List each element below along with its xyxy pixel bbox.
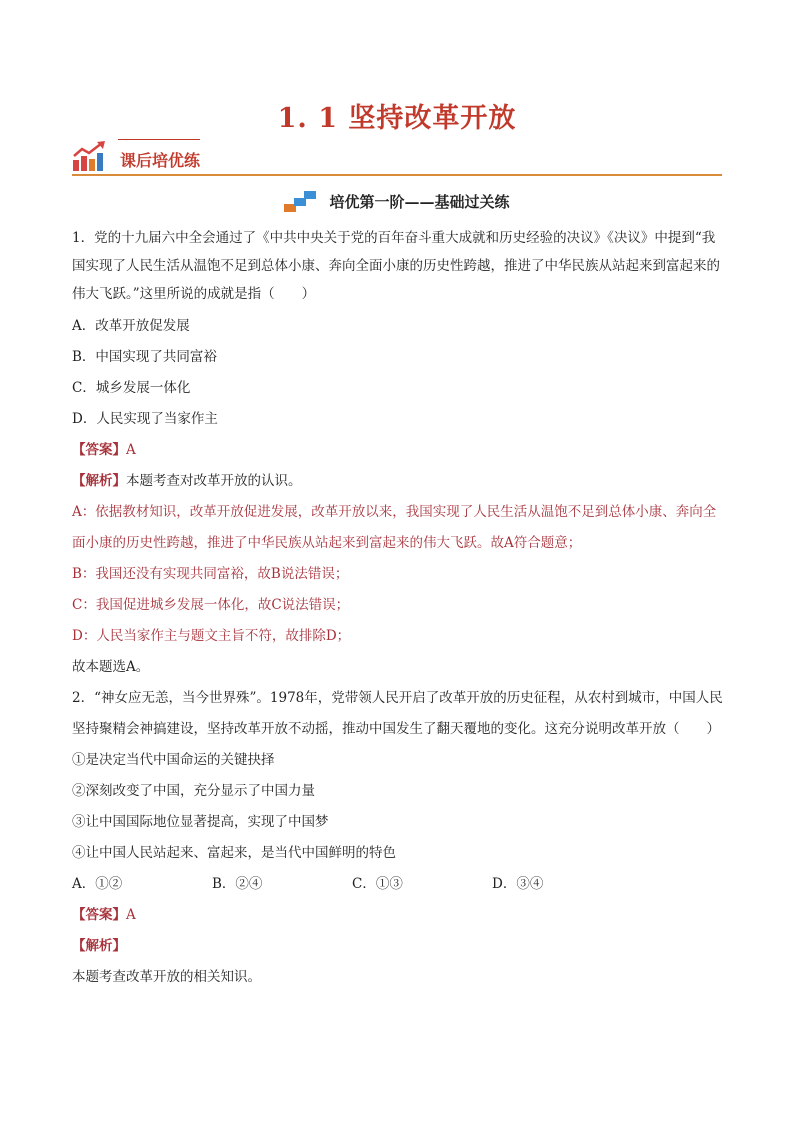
question-1-option-c: C．城乡发展一体化 (72, 380, 191, 396)
section-label: 课后培优练 (120, 151, 201, 170)
question-content (72, 224, 726, 993)
question-1-option-d: D．人民实现了当家作主 (72, 411, 218, 427)
bar-chart-arrow-icon (72, 140, 108, 172)
section-header (72, 134, 724, 178)
analysis-intro-text: 本题考查对改革开放的认识。 (126, 473, 302, 489)
answer-value: A (126, 442, 136, 458)
question-1-option-a: A．改革开放促发展 (72, 318, 190, 334)
question-2-stem: 2．“神女应无恙，当今世界殊”。1978年，党带领人民开启了改革开放的历史征程，从农村到城市，中国人民坚持聚精会神搞建设，坚持改革开放不动摇，推动中国发生了翻天覆地的变化。这充分说明改革开放（ ） (72, 690, 723, 737)
question-1-analysis-d: D：人民当家作主与题文主旨不符，故排除D； (72, 628, 351, 644)
question-1-analysis-intro (72, 466, 726, 497)
stairs-icon (284, 190, 318, 212)
question-1-analysis-a: A：依据教材知识，改革开放促进发展，改革开放以来，我国实现了人民生活从温饱不足到总体小康、奔向全面小康的历史性跨越，推进了中华民族从站起来到富起来的伟大飞跃。故A符合题意； (72, 504, 717, 551)
question-2-option-b: B．②④ (212, 876, 263, 892)
question-2-statement-3: ③让中国国际地位显著提高，实现了中国梦 (72, 814, 329, 830)
question-1-option-b: B．中国实现了共同富裕 (72, 349, 217, 365)
answer-value: A (126, 907, 136, 923)
question-2-options (72, 869, 726, 900)
section-divider (72, 174, 722, 176)
analysis-tag: 【解析】 (72, 473, 126, 489)
question-2-option-d: D．③④ (492, 876, 544, 892)
question-1-stem: 1．党的十九届六中全会通过了《中共中央关于党的百年奋斗重大成就和历史经验的决议》《决议》中提到“我国实现了人民生活从温饱不足到总体小康、奔向全面小康的历史性跨越，推进了中华民族从站起来到富起来的伟大飞跃。”这里所说的成就是指（ ） (72, 230, 720, 302)
question-2-option-c: C．①③ (352, 876, 403, 892)
question-2-statement-1: ①是决定当代中国命运的关键抉择 (72, 752, 275, 768)
question-2-statement-4: ④让中国人民站起来、富起来，是当代中国鲜明的特色 (72, 845, 396, 861)
question-1-answer (72, 435, 726, 466)
question-2-statement-2: ②深刻改变了中国，充分显示了中国力量 (72, 783, 315, 799)
subsection-header (0, 190, 794, 212)
question-1-conclusion: 故本题选A。 (72, 659, 150, 675)
question-2-answer (72, 900, 726, 931)
question-1-analysis-c: C：我国促进城乡发展一体化，故C说法错误； (72, 597, 350, 613)
question-2-analysis-intro: 本题考查改革开放的相关知识。 (72, 969, 261, 985)
question-2-analysis-tag: 【解析】 (72, 938, 126, 954)
page-title: 1. 1 坚持改革开放 (277, 103, 517, 134)
section-accent-line (118, 139, 200, 140)
question-2-option-a: A．①② (72, 876, 123, 892)
answer-tag: 【答案】 (72, 442, 126, 458)
answer-tag: 【答案】 (72, 907, 126, 923)
subsection-label: 培优第一阶——基础过关练 (329, 192, 510, 211)
question-1-analysis-b: B：我国还没有实现共同富裕，故B说法错误； (72, 566, 349, 582)
